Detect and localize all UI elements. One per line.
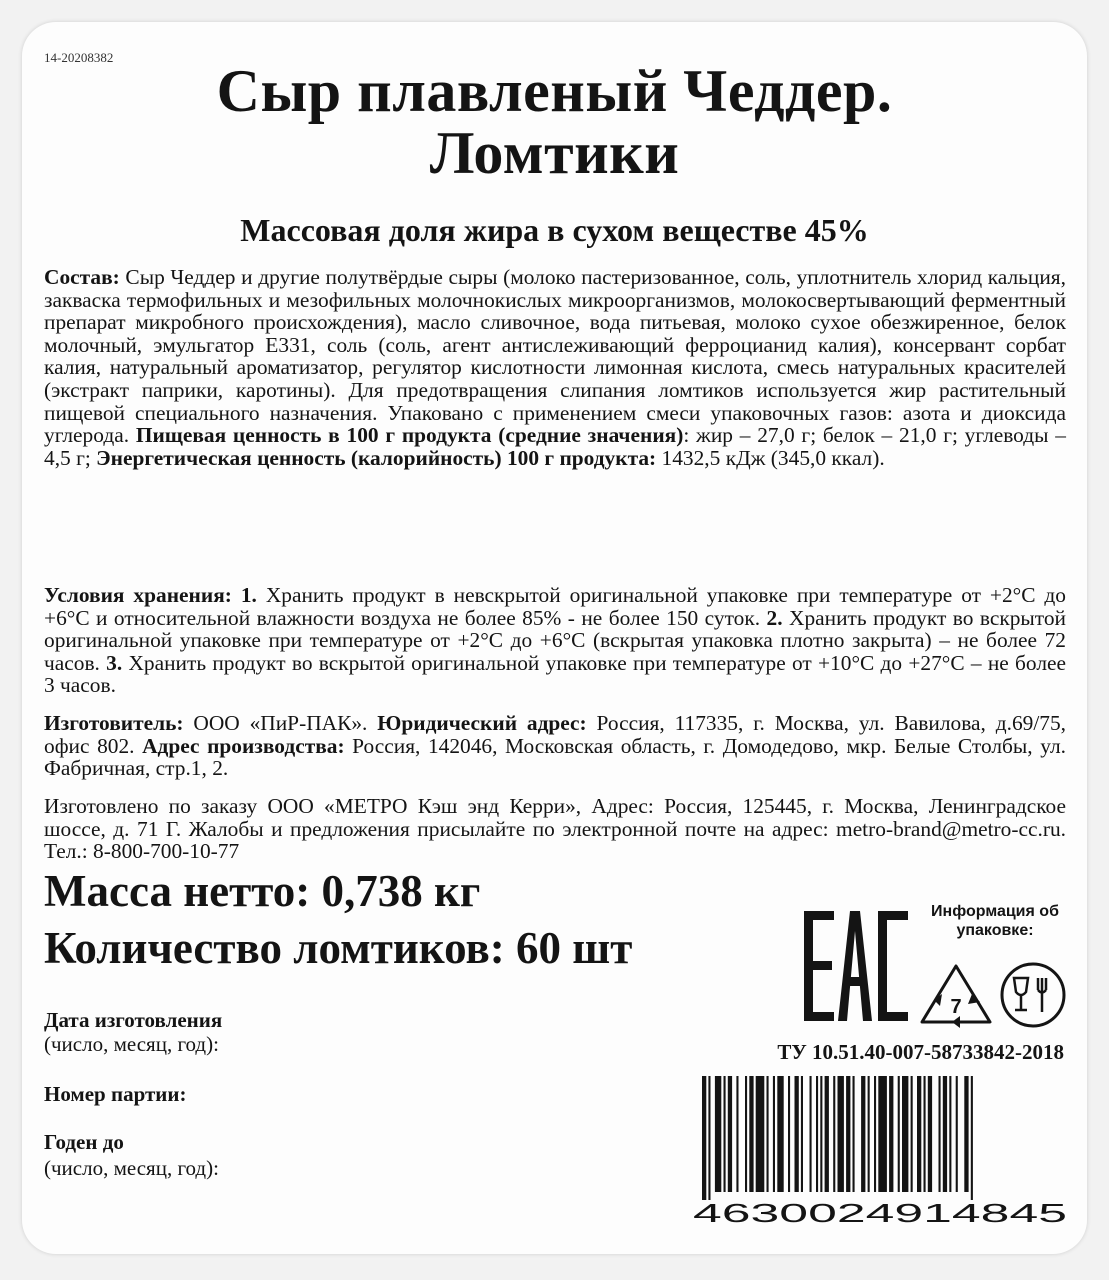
barcode-bar <box>820 1076 822 1192</box>
barcode-bar <box>825 1076 829 1192</box>
barcode-bar <box>816 1076 818 1192</box>
barcode-bar <box>868 1076 870 1192</box>
packaging-info-heading: Информация об упаковке: <box>931 903 1059 939</box>
barcode-bar <box>853 1076 855 1192</box>
food-safe-icon <box>998 960 1068 1030</box>
barcode-bar <box>928 1076 932 1192</box>
barcode-bar <box>801 1076 803 1192</box>
manufacturer-name: ООО «ПиР-ПАК». <box>183 711 378 735</box>
barcode-bar <box>911 1076 913 1192</box>
barcode-bar <box>745 1076 747 1192</box>
legal-address: Россия, 117335, г. Москва, ул. Вавилова, д.69/75, офис 802. <box>44 711 1067 758</box>
manufacturer-paragraph <box>44 712 1066 780</box>
barcode-bar <box>838 1076 844 1192</box>
net-mass: Масса нетто: 0,738 кг <box>44 866 481 916</box>
storage-text-1: Хранить продукт в невскрытой оригинальной упаковке при температуре от +2°С до +6°С и относительной влажности воздуха не более 85% - не более 150 суток. <box>44 583 1066 630</box>
storage-text-3: Хранить продукт во вскрытой оригинальной упаковке при температуре от +10°С до +27°С – не более 3 часов. <box>44 650 1066 698</box>
tu-standard: ТУ 10.51.40-007-58733842-2018 <box>777 1040 1064 1064</box>
manufacturer-label: Изготовитель: <box>44 711 184 735</box>
barcode-bar <box>728 1076 732 1192</box>
barcode-bar <box>949 1076 951 1192</box>
production-date-label: Дата изготовления <box>44 1008 223 1032</box>
storage-number-3: 3. <box>106 650 123 675</box>
production-date-hint: (число, месяц, год): <box>44 1032 219 1056</box>
barcode-bar <box>939 1076 941 1192</box>
barcode-bar <box>898 1076 900 1192</box>
barcode-bar <box>917 1076 921 1192</box>
eac-mark-text: EAC <box>802 907 804 908</box>
product-label <box>22 22 1087 1254</box>
barcode-bar <box>767 1076 769 1192</box>
storage-paragraph <box>44 584 1066 697</box>
barcode-bar <box>846 1076 850 1192</box>
barcode-bar <box>756 1076 765 1192</box>
slice-count: Количество ломтиков: 60 шт <box>44 923 633 973</box>
barcode-bar <box>874 1076 876 1192</box>
barcode-bar <box>810 1076 812 1192</box>
nutrition-text: : жир – 27,0 г; белок – 21,0 г; углеводы – 4,5 г; <box>44 423 1066 470</box>
barcode-bar <box>777 1076 783 1192</box>
legal-address-label: Юридический адрес: <box>377 711 587 735</box>
storage-number-2: 2. <box>766 605 783 630</box>
composition-paragraph <box>44 266 1066 469</box>
barcode-bar <box>861 1076 865 1192</box>
title-line-2: Ломтики <box>429 120 680 186</box>
product-title <box>22 60 1087 184</box>
energy-label: Энергетическая ценность (калорийность) 100 г продукта: <box>96 445 657 470</box>
barcode-bar <box>715 1076 721 1192</box>
barcode-icon <box>690 1074 1070 1224</box>
barcode-bar <box>736 1076 738 1192</box>
barcode-bar <box>943 1076 947 1192</box>
barcode-bar <box>964 1076 968 1192</box>
nutrition-label: Пищевая ценность в 100 г продукта (средние значения) <box>135 423 684 448</box>
barcode-bar <box>773 1076 775 1192</box>
barcode-bar <box>702 1076 706 1200</box>
barcode-bar <box>889 1076 893 1192</box>
barcode-bar <box>749 1076 753 1192</box>
storage-label: Условия хранения: 1. <box>44 583 257 607</box>
best-before-hint: (число, месяц, год): <box>44 1156 219 1180</box>
production-address-label: Адрес производства: <box>142 733 345 758</box>
barcode-bar <box>788 1076 790 1192</box>
composition-text: Сыр Чеддер и другие полутвёрдые сыры (молоко пастеризованное, соль, уплотнитель хлорид кальция, закваска термофильных и мезофильных молочнокислых микроорганизмов, молокосвертывающий ферментный препарат микробного происхождения), масло сливочное, вода питьевая, молоко сухое обезжиренное, белок молочный, эмульгатор E331, соль (соль, агент антислеживающий ферроцианид калия), консервант сорбат калия, натуральный ароматизатор, регулятор кислотности лимонная кислота, смесь натуральных красителей (экстракт паприки, каротины). Для предотвращения слипания ломтиков используется жир растительный пищевой специального назначения. Упаковано с применением смеси упаковочных газов: азота и диоксида углерода. <box>44 265 1066 448</box>
best-before-label: Годен до <box>44 1130 124 1154</box>
barcode-bar <box>902 1076 908 1192</box>
production-address: Россия, 142046, Московская область, г. Домодедово, мкр. Белые Столбы, ул. Фабричная, стр.1, 2. <box>44 733 1066 781</box>
fat-content: Массовая доля жира в сухом веществе 45% <box>240 212 869 248</box>
barcode-bar <box>708 1076 710 1200</box>
recycle-icon <box>916 960 996 1030</box>
barcode-bar <box>724 1076 726 1192</box>
barcode-digits: 4630024914845 <box>693 1198 1067 1224</box>
barcode-bar <box>971 1076 973 1200</box>
title-line-1: Сыр плавленый Чеддер. <box>216 58 893 124</box>
barcode-bar <box>833 1076 835 1192</box>
recycle-number: 7 <box>950 996 962 1018</box>
barcode-bar <box>924 1076 926 1192</box>
barcode-bar <box>956 1076 958 1192</box>
order-paragraph: Изготовлено по заказу ООО «МЕТРО Кэш энд Керри», Адрес: Россия, 125445, г. Москва, Ленинградское шоссе, д. 71 Г. Жалобы и предложения присылайте по электронной почте на адрес: metro-brand@metro-cc.ru. Тел.: 8-800-700-10-77 <box>44 794 1066 864</box>
eac-mark-icon <box>802 907 912 1027</box>
batch-number-label: Номер партии: <box>44 1082 187 1106</box>
energy-text: 1432,5 кДж (345,0 ккал). <box>656 445 885 470</box>
composition-label: Состав: <box>44 265 120 289</box>
label-code: 14-20208382 <box>44 50 114 65</box>
storage-text-2: Хранить продукт во вскрытой оригинальной упаковке при температуре от +2°С до +6°С (вскрытая упаковка плотно закрыта) – не более 72 часов. <box>44 605 1066 675</box>
barcode-bar <box>878 1076 887 1192</box>
barcode-bar <box>795 1076 799 1192</box>
